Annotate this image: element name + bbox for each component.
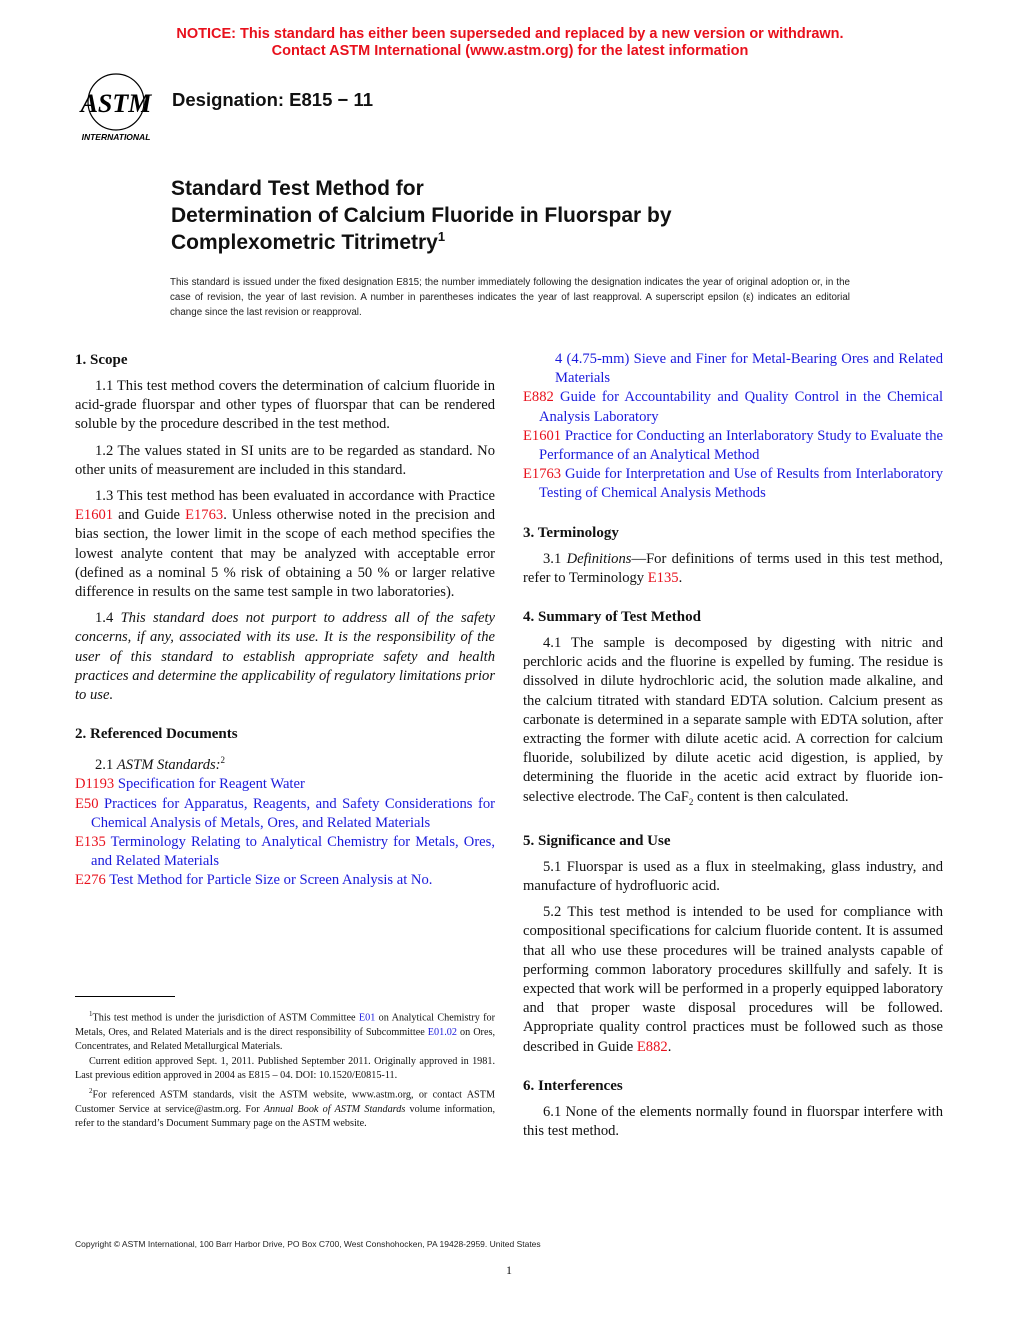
right-column: [523, 350, 943, 1141]
reference-e1601[interactable]: E1601 Practice for Conducting an Interlaboratory Study to Evaluate the Performance of an Analytical Method: [523, 427, 943, 464]
reference-e882[interactable]: E882 Guide for Accountability and Quality Control in the Chemical Analysis Laboratory: [523, 389, 943, 425]
title-line-2: Determination of Calcium Fluoride in Fluorspar by: [171, 204, 672, 227]
footnotes: [75, 1007, 495, 1132]
link-e01-02[interactable]: E01.02: [427, 1026, 457, 1038]
section-terminology-heading: 3. Terminology: [523, 524, 619, 541]
logo-subtext: INTERNATIONAL: [81, 132, 151, 142]
link-e01[interactable]: E01: [358, 1012, 376, 1024]
footnote-1: $^1$This test method is under the jurisdiction of ASTM Committee E01 on Analytical Chemistry for Metals, Ores, and Related Materials and is the direct responsibility of Subcommittee E01.02 on Ores, Concentrates, and Related Metallurgical Materials.: [75, 1010, 495, 1053]
notice-line-1: NOTICE: This standard has either been superseded and replaced by a new version or withdrawn.: [176, 26, 844, 42]
link-e1601[interactable]: E1601: [75, 507, 114, 524]
section-refdocs-heading: 2. Referenced Documents: [75, 726, 238, 743]
interferences-6-1: 6.1 None of the elements normally found in fluorspar interfere with this test method.: [523, 1103, 943, 1139]
footnote-2: $^2$For referenced ASTM standards, visit the ASTM website, www.astm.org, or contact ASTM Customer Service at service@astm.org. For Annual Book of ASTM Standards volume information, refer to the standard’s Document Summary page on the ASTM website.: [75, 1086, 495, 1130]
title-line-3: Complexometric Titrimetry: [171, 231, 438, 254]
section-summary-heading: 4. Summary of Test Method: [523, 609, 701, 626]
logo-text: ASTM: [80, 89, 152, 118]
significance-5-2: 5.2 This test method is intended to be used for compliance with compositional specifications for calcium fluoride content. It is assumed that all who use these procedures will be trained analysts capable of performing common laboratory procedures skillfully and safely. It is expected that work will be performed in a properly equipped laboratory and that proper waste disposal procedures will be followed. Appropriate quality control practices must be followed such as those described in Guide E882.: [523, 904, 943, 1055]
link-e882[interactable]: E882: [636, 1038, 668, 1055]
superseded-notice: [0, 26, 1020, 60]
title-line-1: Standard Test Method for: [171, 177, 424, 200]
issuance-statement: This standard is issued under the fixed designation E815; the number immediately following the designation indicates the year of original adoption or, in the case of revision, the year of last revision. A number in parentheses indicates the year of last reapproval. A superscript epsilon (ε) indicates an editorial change since the last revision or reapproval.: [170, 277, 850, 318]
document-title: [171, 175, 871, 256]
title-footnote-mark: 1: [437, 229, 446, 244]
left-column: [75, 350, 495, 891]
scope-1-4: 1.4 This standard does not purport to address all of the safety concerns, if any, associated with its use. It is the responsibility of the user of this standard to establish appropriate safety and health practices and determine the applicability of regulatory limitations prior to use.: [75, 610, 495, 704]
page-number: 1: [506, 1263, 512, 1277]
section-significance-heading: 5. Significance and Use: [523, 832, 671, 849]
section-interferences-heading: 6. Interferences: [523, 1077, 623, 1094]
refdocs-2-1: 2.1 ASTM Standards:$^2$: [95, 755, 226, 774]
summary-4-1: 4.1 The sample is decomposed by digesting with nitric and perchloric acids and the fluorine is expelled by fuming. The residue is dissolved in dilute hydrochloric acid, the solution made alkaline, and the calcium titrated with standard EDTA solution. Calcium present as carbonate is determined in a separate sample with EDTA solution, after extracting the former with dilute acetic acid. A correction for calcium fluoride, solubilized by dilute acetic acid digestion, is applied, by determining the fluoride in the acetic acid extract by fluoride ion-selective electrode. The CaF$_2$ content is then calculated.: [523, 635, 943, 807]
scope-1-1: 1.1 This test method covers the determination of calcium fluoride in acid-grade fluorspar and other types of fluorspar that can be rendered soluble by the procedure described in the test method.: [75, 378, 495, 433]
terminology-3-1: 3.1 Definitions—For definitions of terms used in this test method, refer to Terminology E135.: [523, 550, 943, 586]
astm-logo: [70, 72, 162, 144]
footnote-rule: [75, 996, 175, 997]
designation: Designation: E815 − 11: [172, 89, 374, 110]
reference-d1193[interactable]: D1193 Specification for Reagent Water: [75, 776, 305, 793]
scope-1-2: 1.2 The values stated in SI units are to be regarded as standard. No other units of measurement are included in this standard.: [75, 442, 495, 478]
notice-line-2: Contact ASTM International (www.astm.org) for the latest information: [271, 43, 749, 59]
significance-5-1: 5.1 Fluorspar is used as a flux in steelmaking, glass industry, and manufacture of hydrofluoric acid.: [523, 858, 943, 894]
reference-e1763[interactable]: E1763 Guide for Interpretation and Use of Results from Interlaboratory Testing of Chemical Analysis Methods: [523, 466, 943, 502]
link-e1763[interactable]: E1763: [185, 507, 224, 524]
footnote-1-edition: Current edition approved Sept. 1, 2011. Published September 2011. Originally approved in 1981. Last previous edition approved in 2004 as E815 – 04. DOI: 10.1520/E0815-11.: [75, 1055, 495, 1082]
reference-e135[interactable]: E135 Terminology Relating to Analytical Chemistry for Metals, Ores, and Related Materials: [75, 833, 495, 870]
reference-e50[interactable]: E50 Practices for Apparatus, Reagents, and Safety Considerations for Chemical Analysis of Metals, Ores, and Related Materials: [75, 795, 495, 831]
reference-e276-continued[interactable]: 4 (4.75-mm) Sieve and Finer for Metal-Bearing Ores and Related Materials: [555, 351, 943, 387]
reference-e276[interactable]: E276 Test Method for Particle Size or Screen Analysis at No.: [75, 872, 433, 889]
scope-1-3: 1.3 This test method has been evaluated in accordance with Practice E1601 and Guide E1763. Unless otherwise noted in the precision and bias section, the lower limit in the scope of each method specifies the lowest analyte content that may be analyzed with acceptable error (defined as a nominal 5 % risk of obtaining a 50 % or larger relative difference in results on the same test sample in two laboratories).: [75, 488, 495, 601]
copyright-line: Copyright © ASTM International, 100 Barr Harbor Drive, PO Box C700, West Conshohocken, PA 19428-2959. United States: [75, 1239, 541, 1249]
link-e135[interactable]: E135: [647, 569, 679, 586]
section-scope-heading: 1. Scope: [75, 352, 128, 368]
